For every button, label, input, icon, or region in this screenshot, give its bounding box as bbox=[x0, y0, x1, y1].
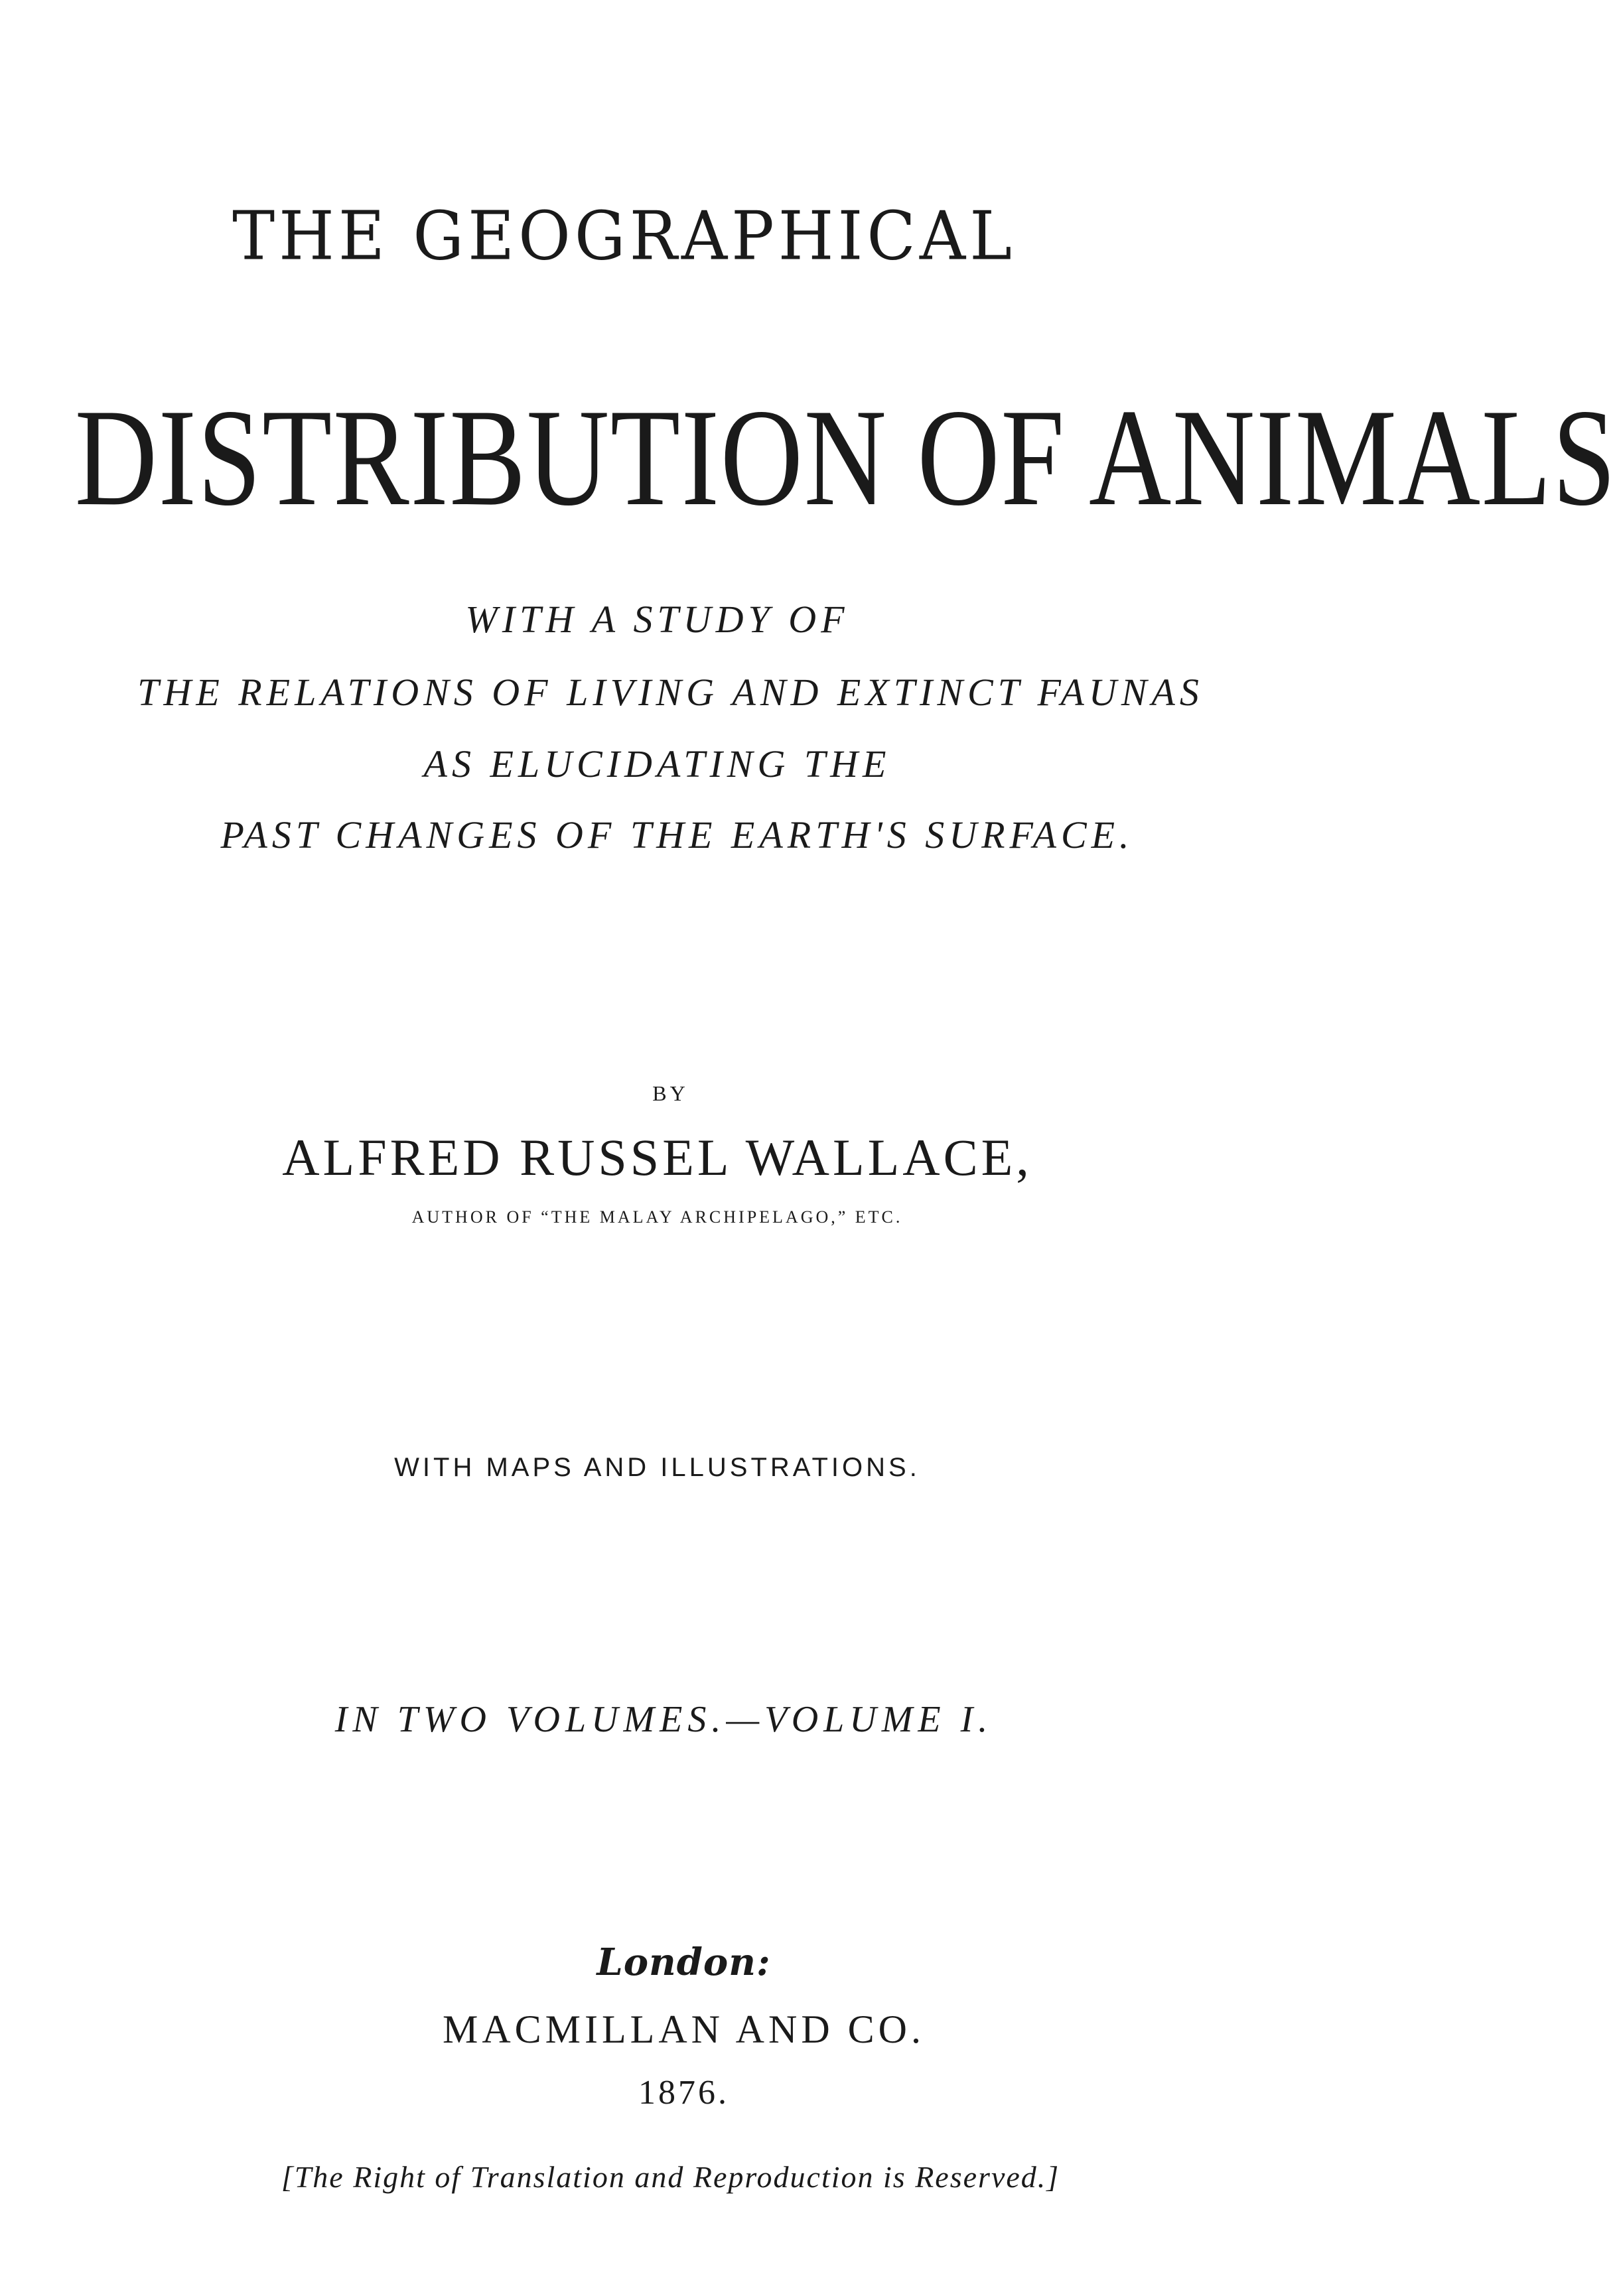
maps-note: WITH MAPS AND ILLUSTRATIONS. bbox=[394, 1453, 920, 1482]
subtitle-line-4: PAST CHANGES OF THE EARTH'S SURFACE. bbox=[220, 813, 1134, 856]
title-line-1: THE GEOGRAPHICAL bbox=[232, 197, 1016, 275]
by-label: BY bbox=[652, 1081, 689, 1105]
title-line-2: DISTRIBUTION OF ANIMALS bbox=[74, 381, 1617, 535]
subtitle-line-2: THE RELATIONS OF LIVING AND EXTINCT FAUNAS bbox=[137, 671, 1204, 714]
subtitle-line-3: AS ELUCIDATING THE bbox=[423, 742, 891, 785]
subtitle-line-1: WITH A STUDY OF bbox=[465, 598, 849, 641]
author-name: ALFRED RUSSEL WALLACE, bbox=[282, 1128, 1032, 1186]
rights-notice: [The Right of Translation and Reproduction is Reserved.] bbox=[281, 2160, 1060, 2194]
author-credentials: AUTHOR OF “THE MALAY ARCHIPELAGO,” ETC. bbox=[411, 1207, 903, 1227]
imprint-publisher: MACMILLAN AND CO. bbox=[442, 2007, 926, 2051]
imprint-year: 1876. bbox=[638, 2074, 729, 2112]
volume-note: IN TWO VOLUMES.—VOLUME I. bbox=[334, 1699, 993, 1740]
imprint-place: London: bbox=[597, 1940, 771, 1984]
